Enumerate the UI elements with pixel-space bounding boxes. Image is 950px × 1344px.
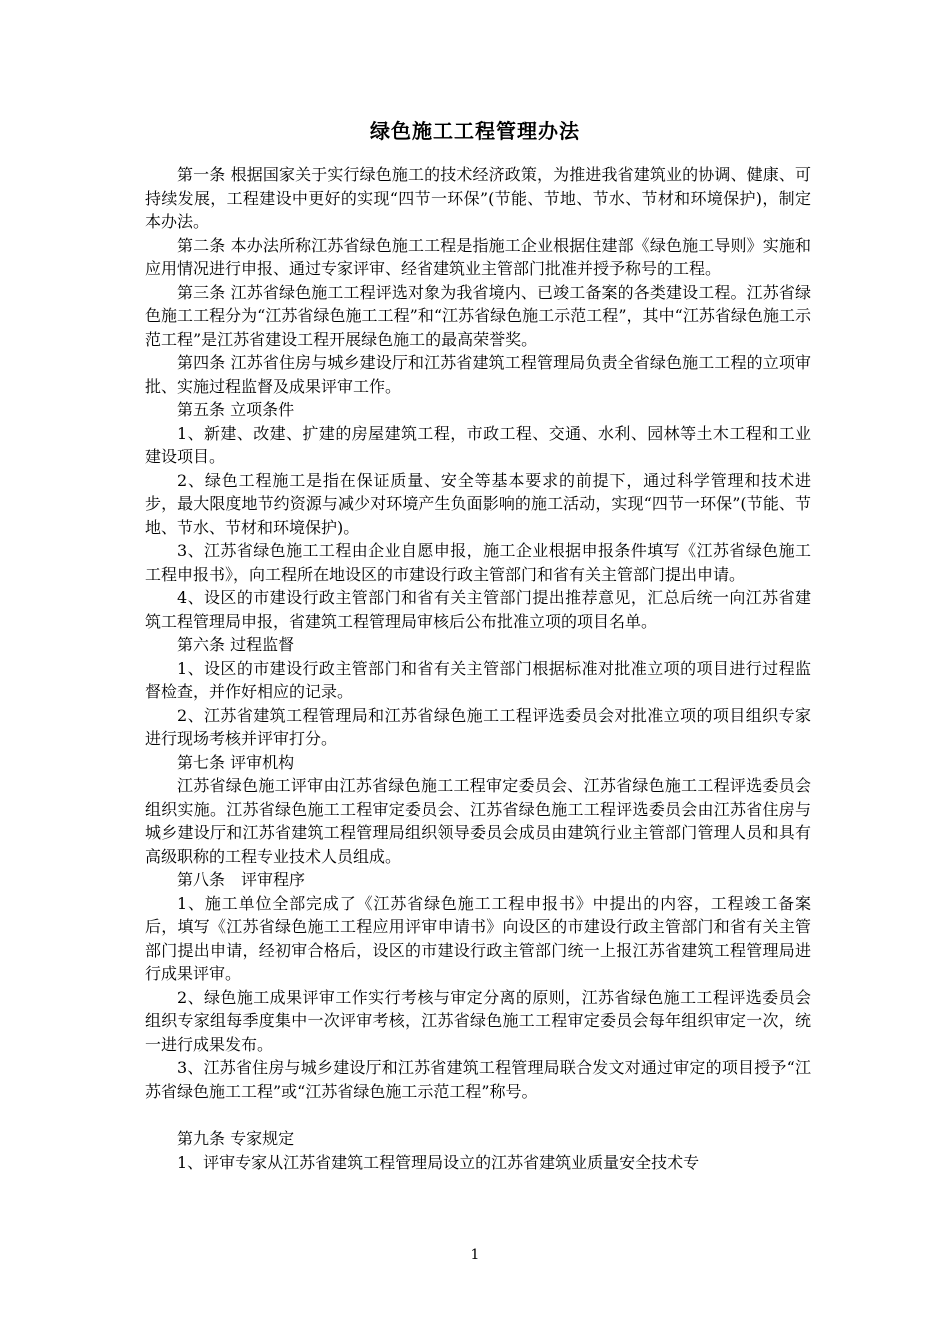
paragraph: 2、绿色工程施工是指在保证质量、安全等基本要求的前提下，通过科学管理和技术进步，最大限度地节约资源与减少对环境产生负面影响的施工活动，实现“四节一环保”(节能、节地、节水、节材和环境保护)。 [145, 470, 811, 537]
paragraph: 第三条 江苏省绿色施工工程评选对象为我省境内、已竣工备案的各类建设工程。江苏省绿色施工工程分为“江苏省绿色施工工程”和“江苏省绿色施工示范工程”，其中“江苏省绿色施工示范工程”是江苏省建设工程开展绿色施工的最高荣誉奖。 [145, 282, 811, 349]
page-number: 1 [470, 1247, 480, 1263]
section-heading: 第六条 过程监督 [177, 635, 295, 654]
paragraph: 2、绿色施工成果评审工作实行考核与审定分离的原则，江苏省绿色施工工程评选委员会组织专家组每季度集中一次评审考核，江苏省绿色施工工程审定委员会每年组织审定一次，统一进行成果发布。 [145, 987, 811, 1054]
section-heading: 第五条 立项条件 [177, 400, 295, 419]
paragraph: 1、评审专家从江苏省建筑工程管理局设立的江苏省建筑业质量安全技术专 [177, 1152, 700, 1172]
document-title: 绿色施工工程管理办法 [370, 119, 580, 143]
paragraph: 第四条 江苏省住房与城乡建设厅和江苏省建筑工程管理局负责全省绿色施工工程的立项审批、实施过程监督及成果评审工作。 [145, 353, 811, 396]
paragraph: 1、施工单位全部完成了《江苏省绿色施工工程申报书》中提出的内容，工程竣工备案后，填写《江苏省绿色施工工程应用评审申请书》向设区的市建设行政主管部门和省有关主管部门提出申请，经初审合格后，设区的市建设行政主管部门统一上报江苏省建筑工程管理局进行成果评审。 [145, 893, 811, 983]
paragraph: 4、设区的市建设行政主管部门和省有关主管部门提出推荐意见，汇总后统一向江苏省建筑工程管理局申报，省建筑工程管理局审核后公布批准立项的项目名单。 [145, 588, 811, 631]
section-heading: 第九条 专家规定 [177, 1129, 295, 1148]
paragraph: 1、新建、改建、扩建的房屋建筑工程，市政工程、交通、水利、园林等土木工程和工业建设项目。 [145, 423, 811, 466]
section-heading: 第八条 评审程序 [177, 870, 306, 889]
paragraph: 江苏省绿色施工评审由江苏省绿色施工工程审定委员会、江苏省绿色施工工程评选委员会组织实施。江苏省绿色施工工程审定委员会、江苏省绿色施工工程评选委员会由江苏省住房与城乡建设厅和江苏省建筑工程管理局组织领导委员会成员由建筑行业主管部门管理人员和具有高级职称的工程专业技术人员组成。 [145, 776, 811, 866]
paragraph: 第二条 本办法所称江苏省绿色施工工程是指施工企业根据住建部《绿色施工导则》实施和应用情况进行申报、通过专家评审、经省建筑业主管部门批准并授予称号的工程。 [145, 235, 811, 278]
paragraph: 3、江苏省绿色施工工程由企业自愿申报，施工企业根据申报条件填写《江苏省绿色施工工程申报书》，向工程所在地设区的市建设行政主管部门和省有关主管部门提出申请。 [145, 541, 811, 584]
paragraph: 第一条 根据国家关于实行绿色施工的技术经济政策，为推进我省建筑业的协调、健康、可持续发展，工程建设中更好的实现“四节一环保”(节能、节地、节水、节材和环境保护)，制定本办法。 [145, 165, 811, 231]
paragraph: 2、江苏省建筑工程管理局和江苏省绿色施工工程评选委员会对批准立项的项目组织专家进行现场考核并评审打分。 [145, 705, 811, 748]
section-heading: 第七条 评审机构 [177, 752, 295, 772]
document-body [145, 163, 811, 1174]
paragraph: 1、设区的市建设行政主管部门和省有关主管部门根据标准对批准立项的项目进行过程监督检查，并作好相应的记录。 [145, 658, 811, 701]
paragraph: 3、江苏省住房与城乡建设厅和江苏省建筑工程管理局联合发文对通过审定的项目授予“江苏省绿色施工工程”或“江苏省绿色施工示范工程”称号。 [145, 1058, 811, 1101]
